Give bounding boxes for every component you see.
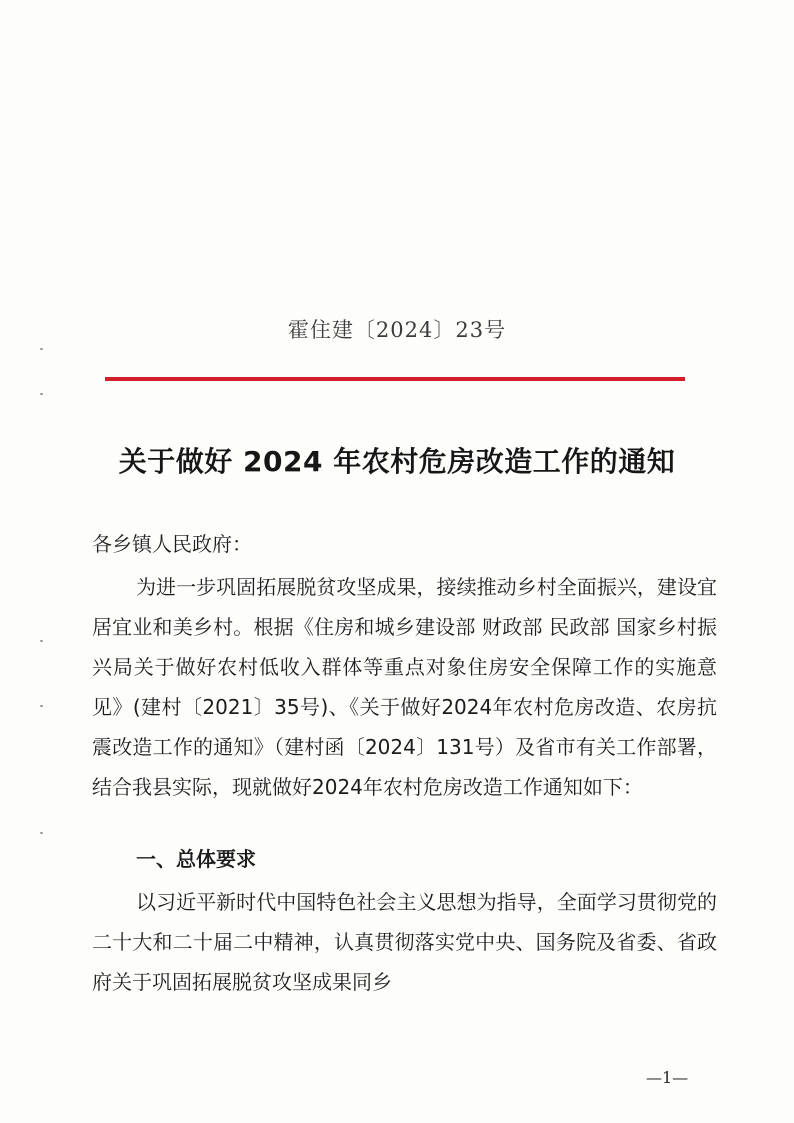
page-number: —1— <box>646 1068 689 1087</box>
body-paragraph: 为进一步巩固拓展脱贫攻坚成果，接续推动乡村全面振兴，建设宜居宜业和美乡村。根据《住房和城乡建设部 财政部 民政部 国家乡村振兴局关于做好农村低收入群体等重点对象住房安全保障工作的实施意见》(建村〔2021〕35号)、《关于做好2024年农村危房改造、农房抗震改造工作的通知》（建村函〔2024〕131号）及省市有关工作部署，结合我县实际，现就做好2024年农村危房改造工作通知如下： <box>92 575 717 799</box>
scan-speck <box>40 832 43 834</box>
section-heading: 一、总体要求 <box>136 847 256 871</box>
document-title: 关于做好 2024 年农村危房改造工作的通知 <box>118 445 676 478</box>
scan-speck <box>40 348 43 350</box>
red-header-rule <box>105 377 685 381</box>
scan-speck <box>40 640 43 642</box>
addressee: 各乡镇人民政府： <box>92 532 252 556</box>
scan-speck <box>40 705 43 707</box>
document-number: 霍住建〔2024〕23号 <box>287 318 507 342</box>
scan-speck <box>40 393 43 395</box>
body-paragraph: 以习近平新时代中国特色社会主义思想为指导，全面学习贯彻党的二十大和二十届二中精神，认真贯彻落实党中央、国务院及省委、省政府关于巩固拓展脱贫攻坚成果同乡 <box>92 890 717 994</box>
